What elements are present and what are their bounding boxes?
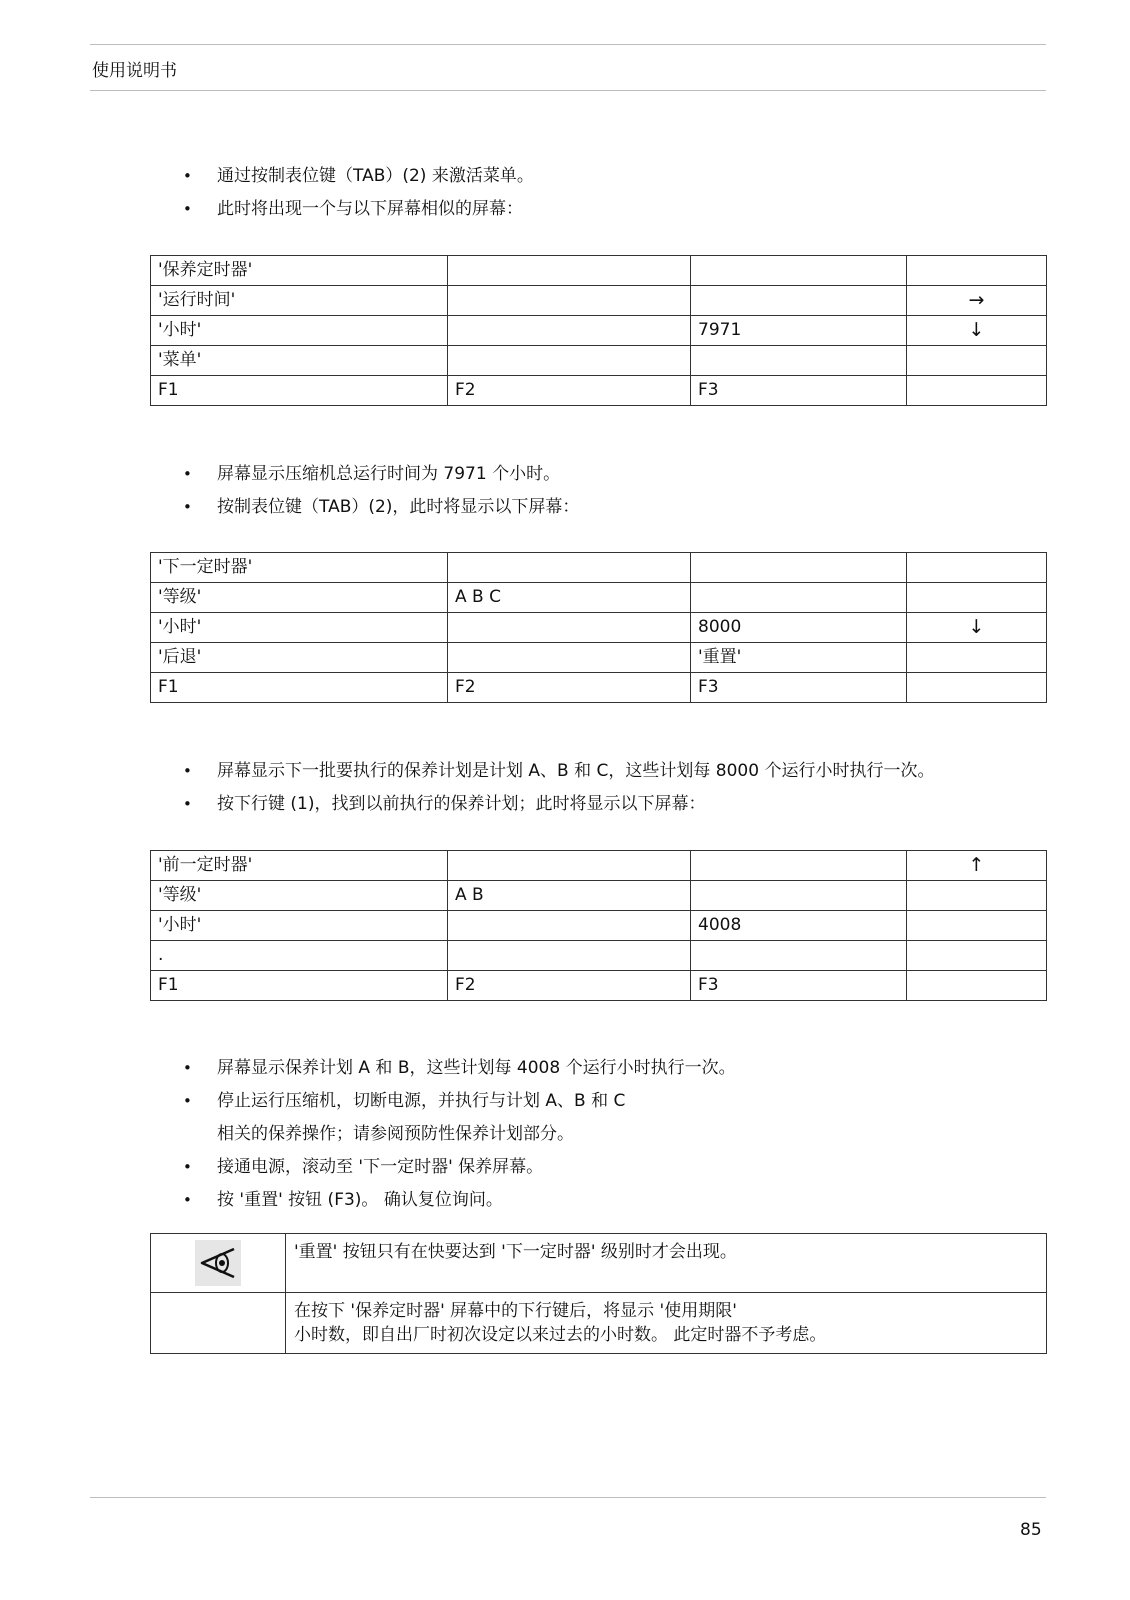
bullet-list-1 (183, 160, 1043, 226)
table-cell: '后退' (151, 643, 448, 673)
table-cell: '等级' (151, 583, 448, 613)
table-cell (691, 286, 907, 316)
table-cell (448, 851, 691, 881)
table-cell: F1 (151, 376, 448, 406)
table-cell: '保养定时器' (151, 256, 448, 286)
list-item: • 屏幕显示下一批要执行的保养计划是计划 A、B 和 C，这些计划每 8000 个运行小时执行一次。 (183, 761, 935, 781)
table-cell: '等级' (151, 881, 448, 911)
table-cell (448, 911, 691, 941)
list-item: • 停止运行压缩机，切断电源，并执行与计划 A、B 和 C (183, 1091, 626, 1111)
table-cell (448, 613, 691, 643)
table-cell (691, 256, 907, 286)
table-cell (691, 941, 907, 971)
table-cell: . (151, 941, 448, 971)
bullet-list-4 (183, 1052, 1043, 1217)
table-cell (448, 553, 691, 583)
bullet-list-2 (183, 458, 1043, 524)
bullet-list-3 (183, 755, 1043, 821)
eye-icon (195, 1240, 241, 1286)
table-cell: 7971 (691, 316, 907, 346)
table-cell: '运行时间' (151, 286, 448, 316)
arrow-down-icon: ↓ (907, 316, 1047, 346)
table-row (151, 316, 1047, 346)
table-cell (907, 256, 1047, 286)
table-cell (907, 673, 1047, 703)
table-row (151, 583, 1047, 613)
table-row (151, 911, 1047, 941)
list-item: • 按 '重置' 按钮 (F3)。 确认复位询问。 (183, 1190, 503, 1210)
table-cell: F2 (448, 376, 691, 406)
table-cell (907, 376, 1047, 406)
screen-table-maintenance-timer (150, 255, 1047, 406)
header-bottom-rule (90, 90, 1046, 91)
arrow-down-icon: ↓ (907, 613, 1047, 643)
table-cell: 8000 (691, 613, 907, 643)
table-row (151, 1234, 1047, 1293)
table-row (151, 851, 1047, 881)
table-cell (907, 553, 1047, 583)
table-cell: '下一定时器' (151, 553, 448, 583)
table-row (151, 256, 1047, 286)
list-item: • 按下行键 (1)，找到以前执行的保养计划；此时将显示以下屏幕： (183, 794, 706, 814)
table-cell (907, 346, 1047, 376)
table-row (151, 673, 1047, 703)
table-row (151, 941, 1047, 971)
table-cell: F3 (691, 376, 907, 406)
table-cell (691, 881, 907, 911)
table-cell: '菜单' (151, 346, 448, 376)
table-cell: F1 (151, 971, 448, 1001)
note-table (150, 1233, 1047, 1354)
table-cell: 4008 (691, 911, 907, 941)
screen-table-next-timer (150, 552, 1047, 703)
list-item: • 按制表位键（TAB）(2)，此时将显示以下屏幕： (183, 497, 580, 517)
document-title: 使用说明书 (92, 61, 177, 81)
table-cell (907, 971, 1047, 1001)
table-cell (907, 583, 1047, 613)
table-cell: F3 (691, 673, 907, 703)
arrow-right-icon: → (907, 286, 1047, 316)
table-cell (691, 346, 907, 376)
table-row (151, 376, 1047, 406)
table-cell: '小时' (151, 613, 448, 643)
arrow-up-icon: ↑ (907, 851, 1047, 881)
table-row (151, 971, 1047, 1001)
table-cell: '前一定时器' (151, 851, 448, 881)
table-cell (907, 643, 1047, 673)
footer-rule (90, 1497, 1046, 1498)
table-row (151, 553, 1047, 583)
table-cell (907, 911, 1047, 941)
table-row (151, 346, 1047, 376)
list-item: • 通过按制表位键（TAB）(2) 来激活菜单。 (183, 166, 534, 186)
table-cell: A B (448, 881, 691, 911)
table-cell: '重置' (691, 643, 907, 673)
note-text-reset: '重置' 按钮只有在快要达到 '下一定时器' 级别时才会出现。 (286, 1234, 1047, 1293)
table-cell (907, 941, 1047, 971)
list-item: • 接通电源，滚动至 '下一定时器' 保养屏幕。 (183, 1157, 544, 1177)
table-cell (448, 316, 691, 346)
table-cell (691, 851, 907, 881)
table-cell: F2 (448, 673, 691, 703)
table-cell (691, 583, 907, 613)
table-row (151, 881, 1047, 911)
page-number: 85 (1020, 1520, 1042, 1540)
table-cell: A B C (448, 583, 691, 613)
note-text-lifetime: 在按下 '保养定时器' 屏幕中的下行键后，将显示 '使用期限' 小时数，即自出厂时初次设定以来过去的小时数。 此定时器不予考虑。 (286, 1293, 1047, 1354)
table-cell (448, 286, 691, 316)
table-row (151, 286, 1047, 316)
table-cell: F2 (448, 971, 691, 1001)
table-cell: F1 (151, 673, 448, 703)
table-row (151, 1293, 1047, 1354)
table-cell: '小时' (151, 316, 448, 346)
table-cell (907, 881, 1047, 911)
list-item: • 此时将出现一个与以下屏幕相似的屏幕： (183, 199, 523, 219)
list-item: • 屏幕显示保养计划 A 和 B，这些计划每 4008 个运行小时执行一次。 (183, 1058, 736, 1078)
table-cell: '小时' (151, 911, 448, 941)
table-row (151, 643, 1047, 673)
list-item-continuation: 相关的保养操作；请参阅预防性保养计划部分。 (217, 1124, 574, 1144)
table-cell (448, 256, 691, 286)
table-cell (691, 553, 907, 583)
table-cell (448, 941, 691, 971)
screen-table-previous-timer (150, 850, 1047, 1001)
table-row (151, 613, 1047, 643)
table-cell: F3 (691, 971, 907, 1001)
header-top-rule (90, 44, 1046, 45)
list-item: • 屏幕显示压缩机总运行时间为 7971 个小时。 (183, 464, 561, 484)
table-cell (448, 643, 691, 673)
table-cell (448, 346, 691, 376)
